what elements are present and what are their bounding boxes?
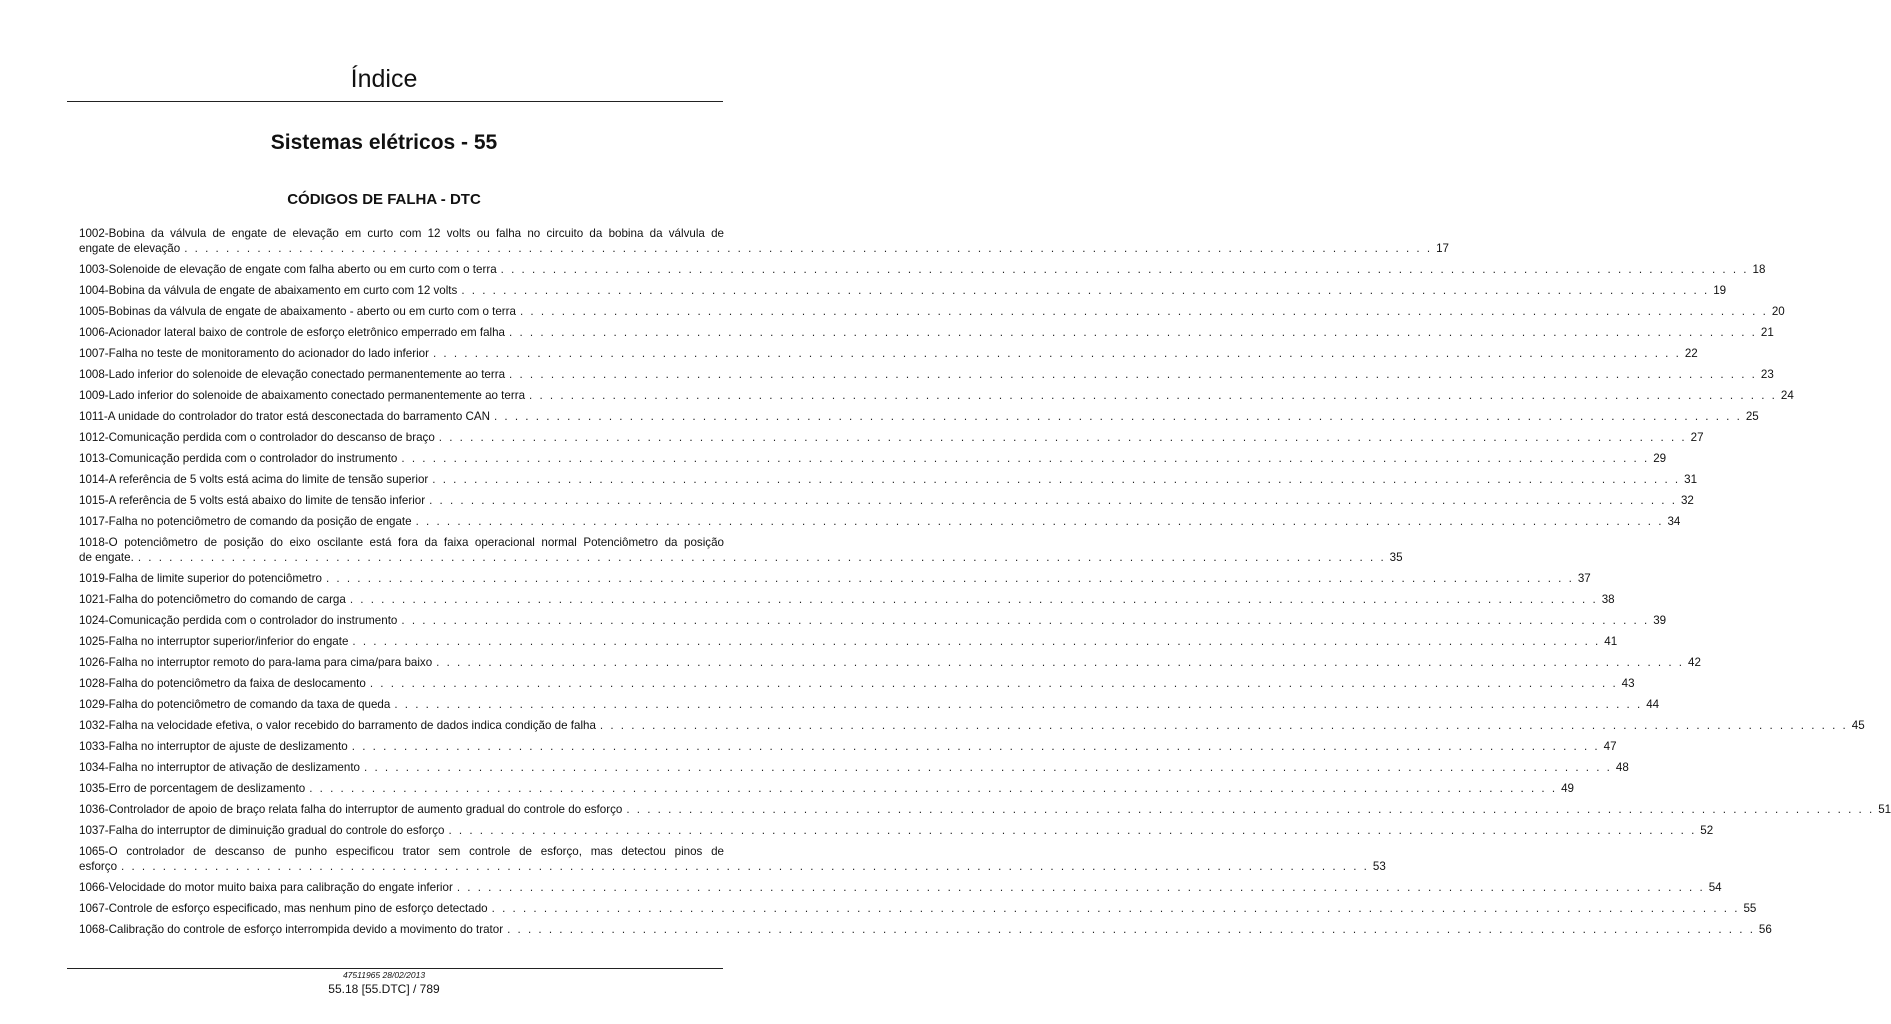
toc-entry-title: 1015-A referência de 5 volts está abaixo do limite de tensão inferior (79, 494, 426, 507)
toc-entry[interactable] (79, 304, 1785, 319)
dot-leader (461, 283, 1709, 298)
toc-entry-title: 1034-Falha no interruptor de ativação de deslizamento (79, 761, 361, 774)
toc-entry[interactable] (79, 409, 1759, 424)
toc-entry-title: engate de elevação (79, 242, 181, 255)
toc-entry-page-number: 23 (1760, 368, 1774, 381)
toc-entry-line (79, 550, 1403, 565)
toc-entry[interactable] (79, 325, 1774, 340)
toc-entry-page-number: 44 (1646, 698, 1660, 711)
toc-entry[interactable] (79, 697, 1660, 712)
footer-document-code: 47511965 28/02/2013 (342, 970, 426, 980)
toc-entry[interactable] (79, 922, 1772, 937)
dot-leader (401, 613, 1649, 628)
footer-page-reference: 55.18 [55.DTC] / 789 (328, 982, 440, 996)
dot-leader (448, 823, 1696, 838)
toc-entry[interactable] (79, 226, 1449, 256)
toc-entry-page-number: 52 (1700, 824, 1714, 837)
dot-leader (432, 472, 1680, 487)
toc-entry[interactable] (79, 571, 1591, 586)
toc-entry-line (79, 613, 1667, 628)
toc-entry[interactable] (79, 388, 1794, 403)
toc-entry-page-number: 35 (1389, 551, 1403, 564)
toc-entry-page-number: 34 (1667, 515, 1681, 528)
toc-entry-title: 1067-Controle de esforço especificado, mas nenhum pino de esforço detectado (79, 902, 488, 915)
toc-entry-title: 1017-Falha no potenciômetro de comando da posição de engate (79, 515, 412, 528)
dot-leader (138, 550, 1386, 565)
subsection-title: CÓDIGOS DE FALHA - DTC (287, 191, 481, 208)
toc-entry[interactable] (79, 592, 1615, 607)
toc-entry[interactable] (79, 760, 1629, 775)
dot-leader (394, 697, 1642, 712)
toc-entry[interactable] (79, 901, 1757, 916)
toc-entry[interactable] (79, 451, 1667, 466)
toc-entry-page-number: 43 (1621, 677, 1635, 690)
toc-entry-line (79, 739, 1617, 754)
dot-leader (352, 739, 1600, 754)
toc-entry-page-number: 20 (1771, 305, 1785, 318)
toc-entry-title: 1025-Falha no interruptor superior/inferior do engate (79, 635, 349, 648)
toc-entry-title: 1068-Calibração do controle de esforço interrompida devido a movimento do trator (79, 923, 504, 936)
toc-entry[interactable] (79, 802, 1891, 817)
toc-entry-page-number: 55 (1743, 902, 1757, 915)
toc-entry[interactable] (79, 430, 1704, 445)
toc-entry[interactable] (79, 781, 1574, 796)
toc-entry-line (79, 781, 1574, 796)
dot-leader (492, 901, 1740, 916)
toc-entry-page-number: 42 (1688, 656, 1701, 669)
table-of-contents (79, 226, 1891, 943)
dot-leader (352, 634, 1600, 649)
toc-entry-title: 1008-Lado inferior do solenoide de elevação conectado permanentemente ao terra (79, 368, 506, 381)
toc-entry[interactable] (79, 655, 1701, 670)
toc-entry-page-number: 38 (1601, 593, 1615, 606)
toc-entry-page-number: 54 (1708, 881, 1722, 894)
toc-entry-page-number: 49 (1561, 782, 1574, 795)
toc-entry-title: 1037-Falha do interruptor de diminuição gradual do controle do esforço (79, 824, 445, 837)
toc-entry[interactable] (79, 514, 1681, 529)
toc-entry-line (79, 676, 1635, 691)
toc-entry-title: 1014-A referência de 5 volts está acima do limite de tensão superior (79, 473, 429, 486)
toc-entry[interactable] (79, 472, 1698, 487)
toc-entry-line (79, 655, 1701, 670)
toc-entry-line (79, 388, 1794, 403)
toc-entry[interactable] (79, 493, 1694, 508)
toc-entry-title: 1028-Falha do potenciômetro da faixa de deslocamento (79, 677, 366, 690)
toc-entry-title: 1026-Falha no interruptor remoto do para-lama para cima/para baixo (79, 656, 433, 669)
section-title: Sistemas elétricos - 55 (270, 131, 498, 154)
toc-entry-title: 1029-Falha do potenciômetro de comando da taxa de queda (79, 698, 391, 711)
toc-entry-title: 1036-Controlador de apoio de braço relata falha do interruptor de aumento gradual do controle do esforço (79, 803, 623, 816)
toc-entry-line (79, 901, 1757, 916)
toc-entry-title: 1035-Erro de porcentagem de deslizamento (79, 782, 306, 795)
toc-entry-page-number: 48 (1615, 761, 1629, 774)
toc-entry[interactable] (79, 718, 1865, 733)
page-title: Índice (350, 65, 418, 93)
dot-leader (350, 592, 1598, 607)
toc-entry-line (79, 922, 1772, 937)
toc-entry-page-number: 27 (1690, 431, 1704, 444)
toc-entry-line (79, 880, 1722, 895)
dot-leader (439, 430, 1687, 445)
dot-leader (416, 514, 1664, 529)
dot-leader (184, 241, 1432, 256)
toc-entry-line (79, 859, 1386, 874)
toc-entry-page-number: 19 (1713, 284, 1727, 297)
toc-entry-page-number: 22 (1684, 347, 1698, 360)
toc-entry-title: de engate. (79, 551, 134, 564)
toc-entry[interactable] (79, 676, 1635, 691)
toc-entry-line (79, 493, 1694, 508)
toc-entry-page-number: 51 (1878, 803, 1891, 816)
toc-entry-page-number: 47 (1603, 740, 1617, 753)
dot-leader (509, 325, 1757, 340)
toc-entry-page-number: 31 (1684, 473, 1698, 486)
toc-entry-page-number: 29 (1653, 452, 1667, 465)
toc-entry-title: 1032-Falha na velocidade efetiva, o valor recebido do barramento de dados indica condição de falha (79, 719, 596, 732)
dot-leader (600, 718, 1848, 733)
toc-entry[interactable] (79, 535, 1403, 565)
toc-entry-title: 1009-Lado inferior do solenoide de abaixamento conectado permanentemente ao terra (79, 389, 526, 402)
toc-entry-page-number: 56 (1758, 923, 1772, 936)
toc-entry[interactable] (79, 844, 1386, 874)
toc-entry-title: 1006-Acionador lateral baixo de controle de esforço eletrônico emperrado em falha (79, 326, 506, 339)
toc-entry-line (79, 823, 1714, 838)
toc-entry-line (79, 325, 1774, 340)
toc-entry-title: 1033-Falha no interruptor de ajuste de deslizamento (79, 740, 348, 753)
dot-leader (370, 676, 1618, 691)
toc-entry-title: 1004-Bobina da válvula de engate de abaixamento em curto com 12 volts (79, 284, 458, 297)
dot-leader (507, 922, 1755, 937)
toc-entry[interactable] (79, 634, 1618, 649)
toc-entry-line (79, 634, 1618, 649)
toc-entry-page-number: 41 (1604, 635, 1618, 648)
toc-entry-line (79, 571, 1591, 586)
toc-entry-title: 1012-Comunicação perdida com o controlador do descanso de braço (79, 431, 435, 444)
toc-entry[interactable] (79, 346, 1698, 361)
toc-entry[interactable] (79, 739, 1617, 754)
toc-entry-title: esforço (79, 860, 118, 873)
toc-entry-title: 1024-Comunicação perdida com o controlador do instrumento (79, 614, 398, 627)
toc-entry-title: 1013-Comunicação perdida com o controlador do instrumento (79, 452, 398, 465)
toc-entry-title-first-line: 1065-O controlador de descanso de punho especificou trator sem controle de esforço, mas detectou pinos de (79, 845, 724, 858)
dot-leader (509, 367, 1757, 382)
toc-entry-title: 1007-Falha no teste de monitoramento do acionador do lado inferior (79, 347, 429, 360)
dot-leader (121, 859, 1369, 874)
header-divider (67, 101, 723, 102)
dot-leader (520, 304, 1768, 319)
toc-entry[interactable] (79, 823, 1714, 838)
toc-entry-page-number: 53 (1372, 860, 1386, 873)
toc-entry-line (79, 283, 1727, 298)
toc-entry-title-first-line: 1018-O potenciômetro de posição do eixo oscilante está fora da faixa operacional normal Potenciômetro da posição (79, 536, 724, 549)
toc-entry-title: 1066-Velocidade do motor muito baixa para calibração do engate inferior (79, 881, 453, 894)
toc-entry-title: 1003-Solenoide de elevação de engate com falha aberto ou em curto com o terra (79, 263, 497, 276)
dot-leader (529, 388, 1777, 403)
dot-leader (457, 880, 1705, 895)
toc-entry-page-number: 37 (1577, 572, 1591, 585)
toc-entry[interactable] (79, 262, 1766, 277)
toc-entry-title-first-line: 1002-Bobina da válvula de engate de elevação em curto com 12 volts ou falha no circuito da bobina da válvula de (79, 227, 724, 240)
toc-entry-line (79, 304, 1785, 319)
toc-entry-page-number: 25 (1745, 410, 1759, 423)
toc-entry[interactable] (79, 613, 1667, 628)
dot-leader (436, 655, 1684, 670)
toc-entry-line (79, 241, 1449, 256)
toc-entry-title: 1005-Bobinas da válvula de engate de abaixamento - aberto ou em curto com o terra (79, 305, 516, 318)
toc-entry-line (79, 718, 1865, 733)
toc-entry-page-number: 18 (1752, 263, 1766, 276)
dot-leader (494, 409, 1742, 424)
dot-leader (429, 493, 1677, 508)
toc-entry-line (79, 430, 1704, 445)
toc-entry-line (79, 802, 1891, 817)
toc-entry-line (79, 367, 1774, 382)
dot-leader (309, 781, 1557, 796)
toc-entry-line (79, 409, 1759, 424)
toc-entry-title: 1019-Falha de limite superior do potenciômetro (79, 572, 322, 585)
toc-entry[interactable] (79, 283, 1727, 298)
dot-leader (626, 802, 1874, 817)
toc-entry-line (79, 592, 1615, 607)
dot-leader (364, 760, 1612, 775)
toc-entry[interactable] (79, 880, 1722, 895)
toc-entry-title: 1021-Falha do potenciômetro do comando de carga (79, 593, 346, 606)
toc-entry-page-number: 17 (1436, 242, 1449, 255)
dot-leader (326, 571, 1574, 586)
toc-entry-page-number: 39 (1653, 614, 1667, 627)
toc-entry-line (79, 346, 1698, 361)
toc-entry-line (79, 451, 1667, 466)
dot-leader (501, 262, 1749, 277)
toc-entry-page-number: 32 (1680, 494, 1694, 507)
dot-leader (433, 346, 1681, 361)
toc-entry-page-number: 24 (1780, 389, 1794, 402)
toc-entry-line (79, 514, 1681, 529)
footer-divider (67, 968, 723, 969)
toc-entry-line (79, 472, 1698, 487)
toc-entry-page-number: 21 (1760, 326, 1774, 339)
toc-entry-title: 1011-A unidade do controlador do trator está desconectada do barramento CAN (79, 410, 490, 423)
toc-entry[interactable] (79, 367, 1774, 382)
toc-entry-line (79, 262, 1766, 277)
toc-entry-line (79, 760, 1629, 775)
toc-entry-page-number: 45 (1851, 719, 1865, 732)
toc-entry-line (79, 697, 1660, 712)
dot-leader (401, 451, 1649, 466)
